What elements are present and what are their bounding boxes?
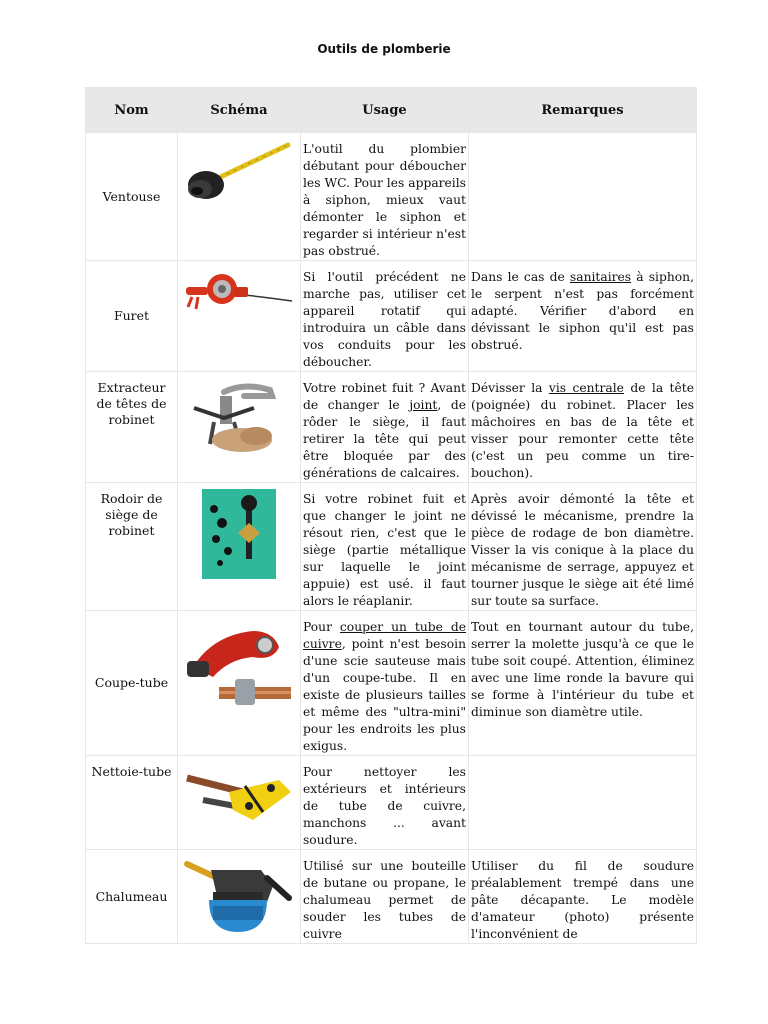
tool-image (178, 850, 301, 944)
table-row (86, 372, 697, 483)
usage-cell (301, 611, 469, 756)
usage-text: Pour (303, 620, 340, 634)
sanitaires-link[interactable]: sanitaires (569, 270, 632, 284)
remarques-text: Dévisser la (471, 381, 549, 395)
tool-image (178, 133, 301, 261)
header-usage: Usage (301, 88, 469, 133)
usage-text: Votre robinet fuit ? Avant de changer le (303, 381, 466, 412)
table-header-row (86, 88, 697, 133)
remarques-text: Dans le cas de (471, 270, 570, 284)
tool-name: Chalumeau (86, 850, 178, 944)
table-row (86, 133, 697, 261)
usage-cell (301, 372, 469, 483)
header-schema: Schéma (178, 88, 301, 133)
usage-cell: Si votre robinet fuit et que changer le joint ne résout rien, c'est que le siège (partie métallique sur laquelle le joint appuie) est usé. il faut alors le réaplanir. (301, 483, 469, 611)
blowtorch-icon (183, 856, 295, 934)
usage-cell: Utilisé sur une bouteille de butane ou propane, le chalumeau permet de souder les tubes de cuivre (301, 850, 469, 944)
remarques-cell: Tout en tournant autour du tube, serrer la molette jusqu'à ce que le tube soit coupé. Attention, éliminez avec une lime ronde la bavure qui se forme à l'intérieur du tube et diminue son diamètre utile. (469, 611, 697, 756)
plunger-icon (184, 139, 294, 209)
tool-image (178, 611, 301, 756)
seat-grinder-icon (202, 489, 276, 579)
tool-name: Ventouse (86, 133, 178, 261)
usage-text: , de rôder le siège, il faut retirer la tête qui peut être bloquée par des générations de calcaires. (303, 398, 467, 480)
tool-image (178, 372, 301, 483)
usage-cell: L'outil du plombier débutant pour déboucher les WC. Pour les appareils à siphon, mieux vaut démonter le siphon et regarder si intérieur n'est pas obstrué. (301, 133, 469, 261)
remarques-text: à siphon, le serpent n'est pas forcément adapté. Vérifier d'abord en dévissant le siphon qu'il est pas obstrué. (471, 270, 694, 352)
table-row (86, 261, 697, 372)
remarques-cell (469, 756, 697, 850)
tool-name: Rodoir de siège de robinet (86, 483, 178, 611)
tool-image (178, 261, 301, 372)
tool-name: Extracteur de têtes de robinet (86, 372, 178, 483)
remarques-text: de la tête (poignée) du robinet. Placer les mâchoires en bas de la tête et visser pour remonter cette tête (c'est un peu comme un tire-bouchon). (471, 381, 694, 480)
remarques-cell (469, 133, 697, 261)
joint-link[interactable]: joint (409, 398, 438, 412)
header-nom: Nom (86, 88, 178, 133)
remarques-cell: Utiliser du fil de soudure préalablement trempé dans une pâte décapante. Le modèle d'amateur (photo) présente l'inconvénient de (469, 850, 697, 944)
usage-cell: Si l'outil précédent ne marche pas, utiliser cet appareil rotatif qui introduira un câble dans vos conduits pour les déboucher. (301, 261, 469, 372)
drain-auger-icon (184, 267, 294, 317)
tool-name: Nettoie-tube (86, 756, 178, 850)
tool-name: Furet (86, 261, 178, 372)
tube-cleaner-icon (183, 762, 295, 832)
remarques-cell: Après avoir démonté la tête et dévissé le mécanisme, prendre la pièce de rodage de bon diamètre. Visser la vis conique à la place du mécanisme de serrage, appuyez et tourner jusque le siège ait été limé sur toute sa surface. (469, 483, 697, 611)
table-row (86, 483, 697, 611)
header-remarques: Remarques (469, 88, 697, 133)
table-row (86, 850, 697, 944)
remarques-cell (469, 261, 697, 372)
page-title: Outils de plomberie (317, 42, 451, 56)
tool-image (178, 756, 301, 850)
usage-text: , point n'est besoin d'une scie sauteuse mais d'un coupe-tube. Il en existe de plusieurs tailles et même des "ultra-mini" pour les endroits les plus exigus. (303, 637, 466, 753)
table-row (86, 756, 697, 850)
table-row (86, 611, 697, 756)
tool-image (178, 483, 301, 611)
pipe-cutter-icon (183, 617, 295, 713)
remarques-cell (469, 372, 697, 483)
tools-table (85, 87, 697, 944)
faucet-puller-icon (184, 378, 294, 456)
usage-cell: Pour nettoyer les extérieurs et intérieurs de tube de cuivre, manchons ... avant soudure. (301, 756, 469, 850)
tool-name: Coupe-tube (86, 611, 178, 756)
vis-centrale-link[interactable]: vis centrale (548, 381, 624, 395)
couper-tube-link[interactable]: couper un tube de cuivre (303, 620, 466, 651)
